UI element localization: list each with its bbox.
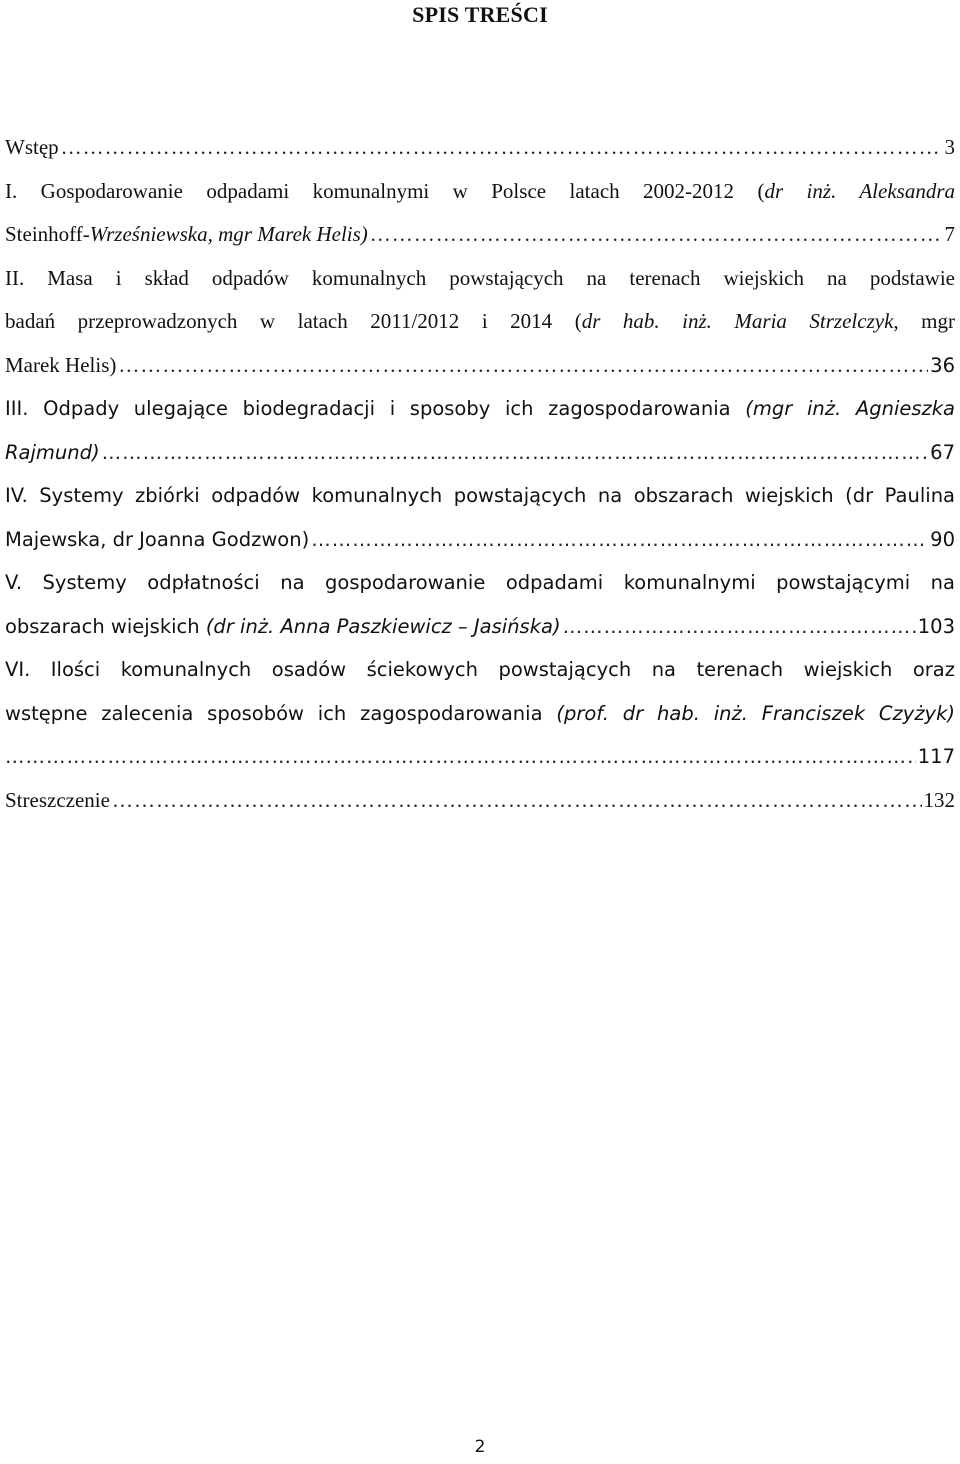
toc-entry-title: badań przeprowadzonych w latach 2011/2012 i 2014 ( (5, 309, 582, 333)
toc-entry-6-line-2[interactable] (5, 692, 955, 736)
toc-entry-label: Streszczenie (5, 787, 110, 812)
toc-entry-title: I. Gospodarowanie odpadami komunalnymi w Polsce latach 2002-2012 ( (5, 178, 765, 203)
toc-page-number: 7 (944, 222, 955, 246)
toc-entry-label (5, 605, 561, 649)
toc-entry-author: Majewska, dr Joanna Godzwon) (5, 527, 310, 551)
toc-entry-author: (prof. dr hab. inż. Franciszek Czyżyk) (556, 701, 955, 725)
toc-entry-2-line-2[interactable] (5, 300, 955, 344)
toc-page-number: 36 (930, 353, 955, 377)
toc-entry-label: Wstęp (5, 135, 59, 159)
dot-leader (311, 518, 928, 562)
toc-entry-4-line-1[interactable] (5, 474, 955, 518)
toc-entry-title: V. Systemy odpłatności na gospodarowanie odpadami komunalnymi powstającymi na (5, 571, 955, 594)
toc-entry-title: wstępne zalecenia sposobów ich zagospodarowania (5, 701, 557, 725)
toc-page-number: 3 (944, 135, 955, 159)
toc-entry-author: (dr inż. Anna Paszkiewicz – Jasińska) (205, 614, 561, 638)
dot-leader (5, 735, 916, 779)
toc-entry-author: Marek Helis) (5, 352, 117, 377)
page-number: 2 (474, 1437, 486, 1457)
toc-entry-title: obszarach wiejskich (5, 614, 206, 638)
toc-entry-author-part: Steinhoff- (5, 222, 90, 246)
toc-entry-label (5, 213, 368, 257)
page-title: SPIS TREŚCI (412, 2, 548, 27)
toc-page-number: 90 (930, 527, 955, 551)
toc-entry-title: II. Masa i skład odpadów komunalnych powstających na terenach wiejskich na podstawie (5, 265, 955, 290)
toc-entry-author: Rajmund) (5, 440, 100, 464)
toc-entry-3-line-1[interactable] (5, 387, 955, 431)
dot-leader (370, 213, 943, 257)
toc-entry-2-line-3[interactable] (5, 344, 955, 388)
toc-entry-streszczenie[interactable] (5, 779, 955, 823)
toc-entry-author: (mgr inż. Agnieszka (745, 397, 955, 420)
toc-entry-6-line-3[interactable] (5, 735, 955, 779)
table-of-contents (5, 126, 955, 822)
dot-leader (112, 779, 922, 823)
toc-entry-1-line-2[interactable] (5, 213, 955, 257)
toc-entry-label (5, 170, 955, 214)
toc-entry-label (5, 300, 955, 344)
toc-page-number: 67 (930, 440, 955, 464)
toc-entry-5-line-2[interactable] (5, 605, 955, 649)
dot-leader (102, 431, 929, 475)
dot-leader (61, 126, 943, 170)
dot-leader (118, 344, 928, 388)
toc-entry-2-line-1[interactable] (5, 257, 955, 301)
toc-entry-title: III. Odpady ulegające biodegradacji i sposoby ich zagospodarowania (5, 397, 746, 420)
toc-entry-author: dr inż. Aleksandra (764, 178, 956, 203)
toc-entry-author-part: , mgr (893, 309, 955, 333)
toc-entry-4-line-2[interactable] (5, 518, 955, 562)
toc-entry-label (5, 387, 955, 431)
toc-page-number: 117 (917, 745, 955, 768)
toc-entry-6-line-1[interactable] (5, 648, 955, 692)
toc-entry-title: VI. Ilości komunalnych osadów ściekowych powstających na terenach wiejskich oraz (5, 658, 955, 681)
toc-entry-1-line-1[interactable] (5, 170, 955, 214)
dot-leader (563, 605, 916, 649)
toc-entry-title: IV. Systemy zbiórki odpadów komunalnych powstających na obszarach wiejskich (dr Paulina (5, 484, 955, 507)
toc-page-number: 132 (923, 787, 955, 812)
toc-entry-author: dr hab. inż. Maria Strzelczyk (581, 309, 894, 333)
toc-entry-3-line-2[interactable] (5, 431, 955, 475)
toc-entry-author: Wrześniewska, mgr Marek Helis) (89, 222, 368, 246)
toc-entry-wstep[interactable] (5, 126, 955, 170)
toc-entry-5-line-1[interactable] (5, 561, 955, 605)
toc-page-number: 103 (917, 614, 955, 638)
toc-entry-label (5, 692, 955, 736)
